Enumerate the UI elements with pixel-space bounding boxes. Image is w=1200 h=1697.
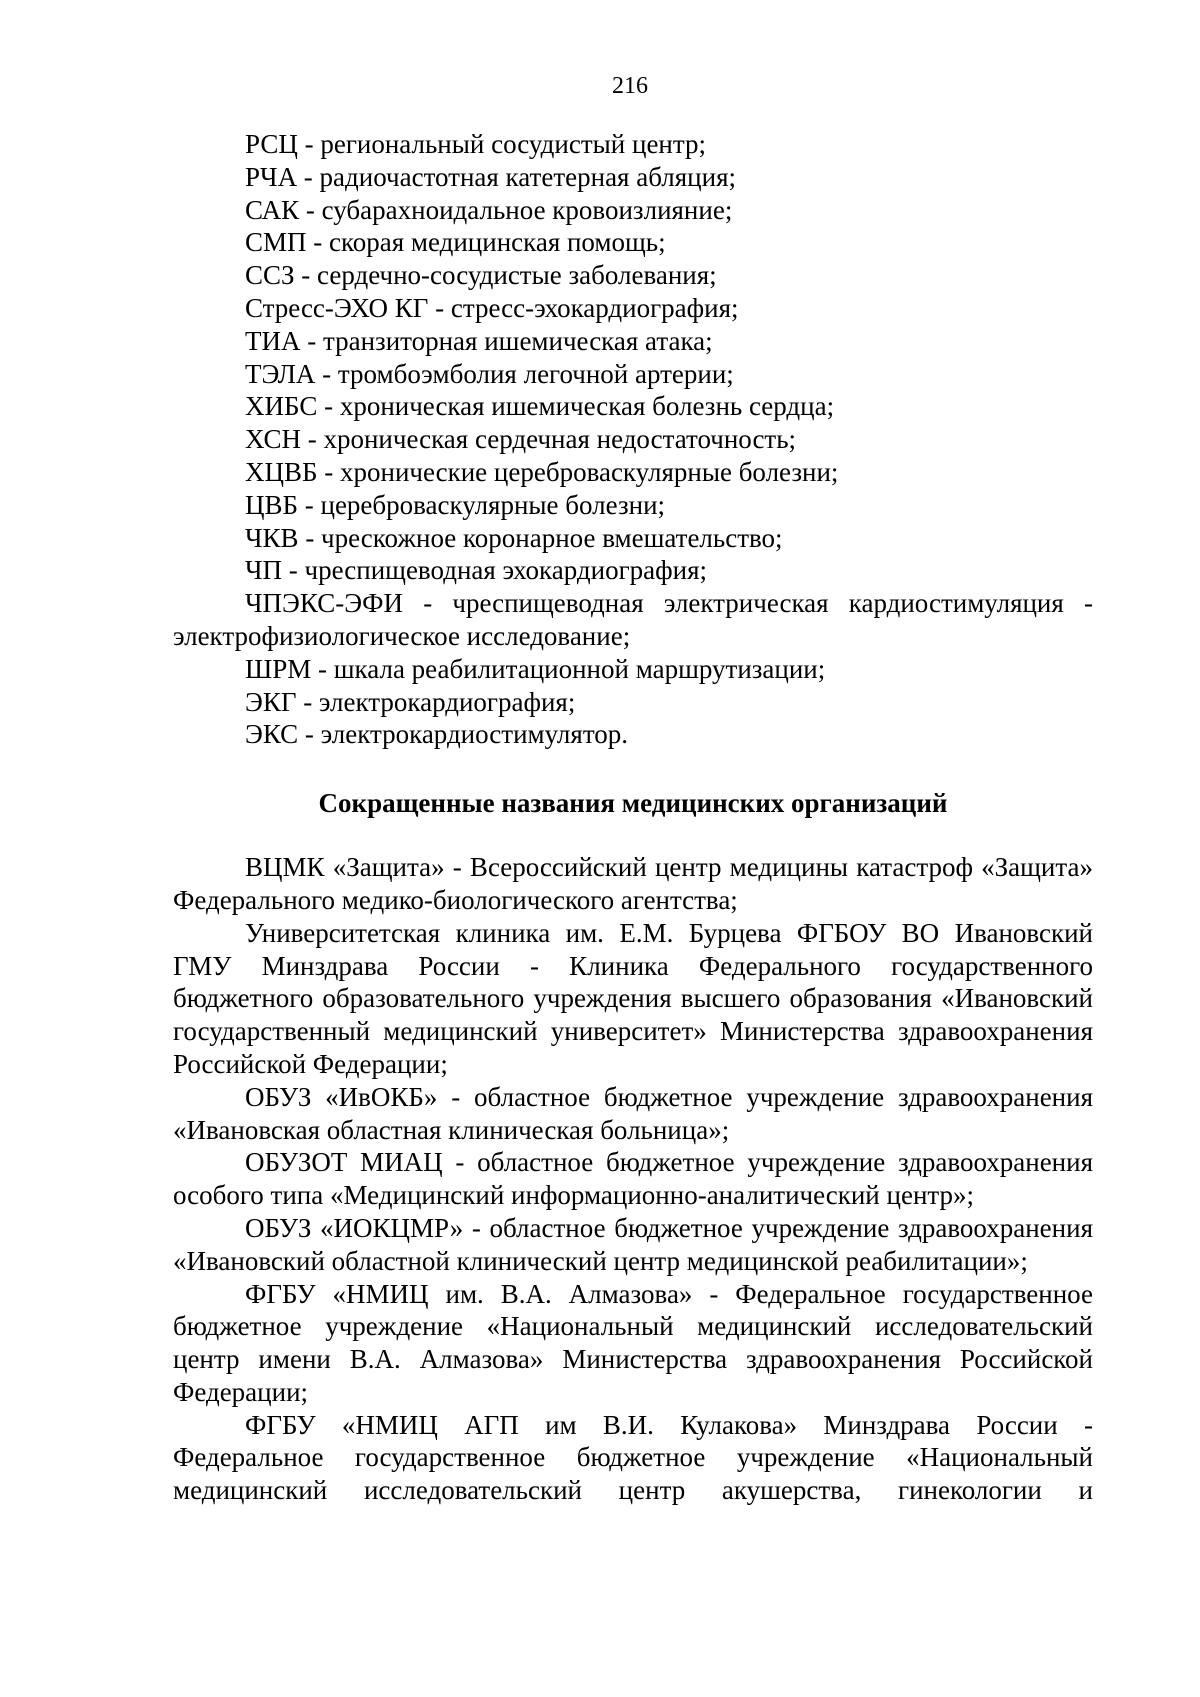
abbreviation-item: ХЦВБ - хронические цереброваскулярные болезни;	[245, 456, 839, 487]
organization-item: ОБУЗ «ИОКЦМР» - областное бюджетное учреждение здравоохранения «Ивановский областной клинический центр медицинской реабилитации»;	[173, 1212, 1093, 1276]
abbreviation-item: СМП - скорая медицинская помощь;	[245, 227, 666, 258]
abbreviation-item: ЧПЭКС-ЭФИ - чреспищеводная электрическая кардиостимуляция - электрофизиологическое исследование;	[173, 588, 1093, 651]
organization-item: ФГБУ «НМИЦ им. В.А. Алмазова» - Федеральное государственное бюджетное учреждение «Национальный медицинский исследовательский центр имени В.А. Алмазова» Министерства здравоохранения Российской Федерации;	[173, 1278, 1093, 1407]
abbreviation-item: ЦВБ - цереброваскулярные болезни;	[245, 489, 666, 520]
organization-item: ОБУЗ «ИвОКБ» - областное бюджетное учреждение здравоохранения «Ивановская областная клиническая больница»;	[173, 1081, 1093, 1145]
abbreviation-item: САК - субарахноидальное кровоизлияние;	[245, 194, 733, 225]
organization-item: ВЦМК «Защита» - Всероссийский центр медицины катастроф «Защита» Федерального медико-биологического агентства;	[173, 852, 1093, 915]
abbreviation-item: ТИА - транзиторная ишемическая атака;	[245, 325, 713, 356]
abbreviation-item: РСЦ - региональный сосудистый центр;	[245, 129, 707, 159]
abbreviation-item: ЭКГ - электрокардиография;	[245, 686, 576, 717]
page-number: 216	[612, 73, 648, 99]
abbreviation-item: ССЗ - сердечно-сосудистые заболевания;	[245, 260, 717, 291]
organization-item: ОБУЗОТ МИАЦ - областное бюджетное учреждение здравоохранения особого типа «Медицинский информационно-аналитический центр»;	[173, 1147, 1093, 1211]
abbreviation-item: ЧП - чреспищеводная эхокардиография;	[245, 555, 708, 586]
page-content	[173, 128, 1093, 1507]
abbreviation-item: ШРМ - шкала реабилитационной маршрутизации;	[245, 653, 826, 684]
organization-item: Университетская клиника им. Е.М. Бурцева ФГБОУ ВО Ивановский ГМУ Минздрава России - Клиника Федерального государственного бюджетного образовательного учреждения высшего образования «Ивановский государственный медицинский университет» Министерства здравоохранения Российской Федерации;	[173, 917, 1093, 1079]
organization-list	[173, 851, 1093, 1507]
abbreviation-item: ЭКС - электрокардиостимулятор.	[245, 719, 629, 750]
abbreviation-item: Стресс-ЭХО КГ - стресс-эхокардиография;	[245, 292, 739, 323]
abbreviation-item: ТЭЛА - тромбоэмболия легочной артерии;	[245, 358, 734, 389]
abbreviation-item: ХИБС - хроническая ишемическая болезнь сердца;	[245, 391, 835, 422]
abbreviation-item: ЧКВ - чрескожное коронарное вмешательство;	[245, 522, 783, 553]
abbreviation-list	[173, 128, 1093, 751]
organization-item: ФГБУ «НМИЦ АГП им В.И. Кулакова» Минздрава России - Федеральное государственное бюджетное учреждение «Национальный медицинский исследовательский центр акушерства, гинекологии и	[173, 1409, 1093, 1506]
section-title: Сокращенные названия медицинских организаций	[318, 788, 948, 819]
abbreviation-item: ХСН - хроническая сердечная недостаточность;	[245, 424, 797, 455]
abbreviation-item: РЧА - радиочастотная катетерная абляция;	[245, 161, 736, 192]
